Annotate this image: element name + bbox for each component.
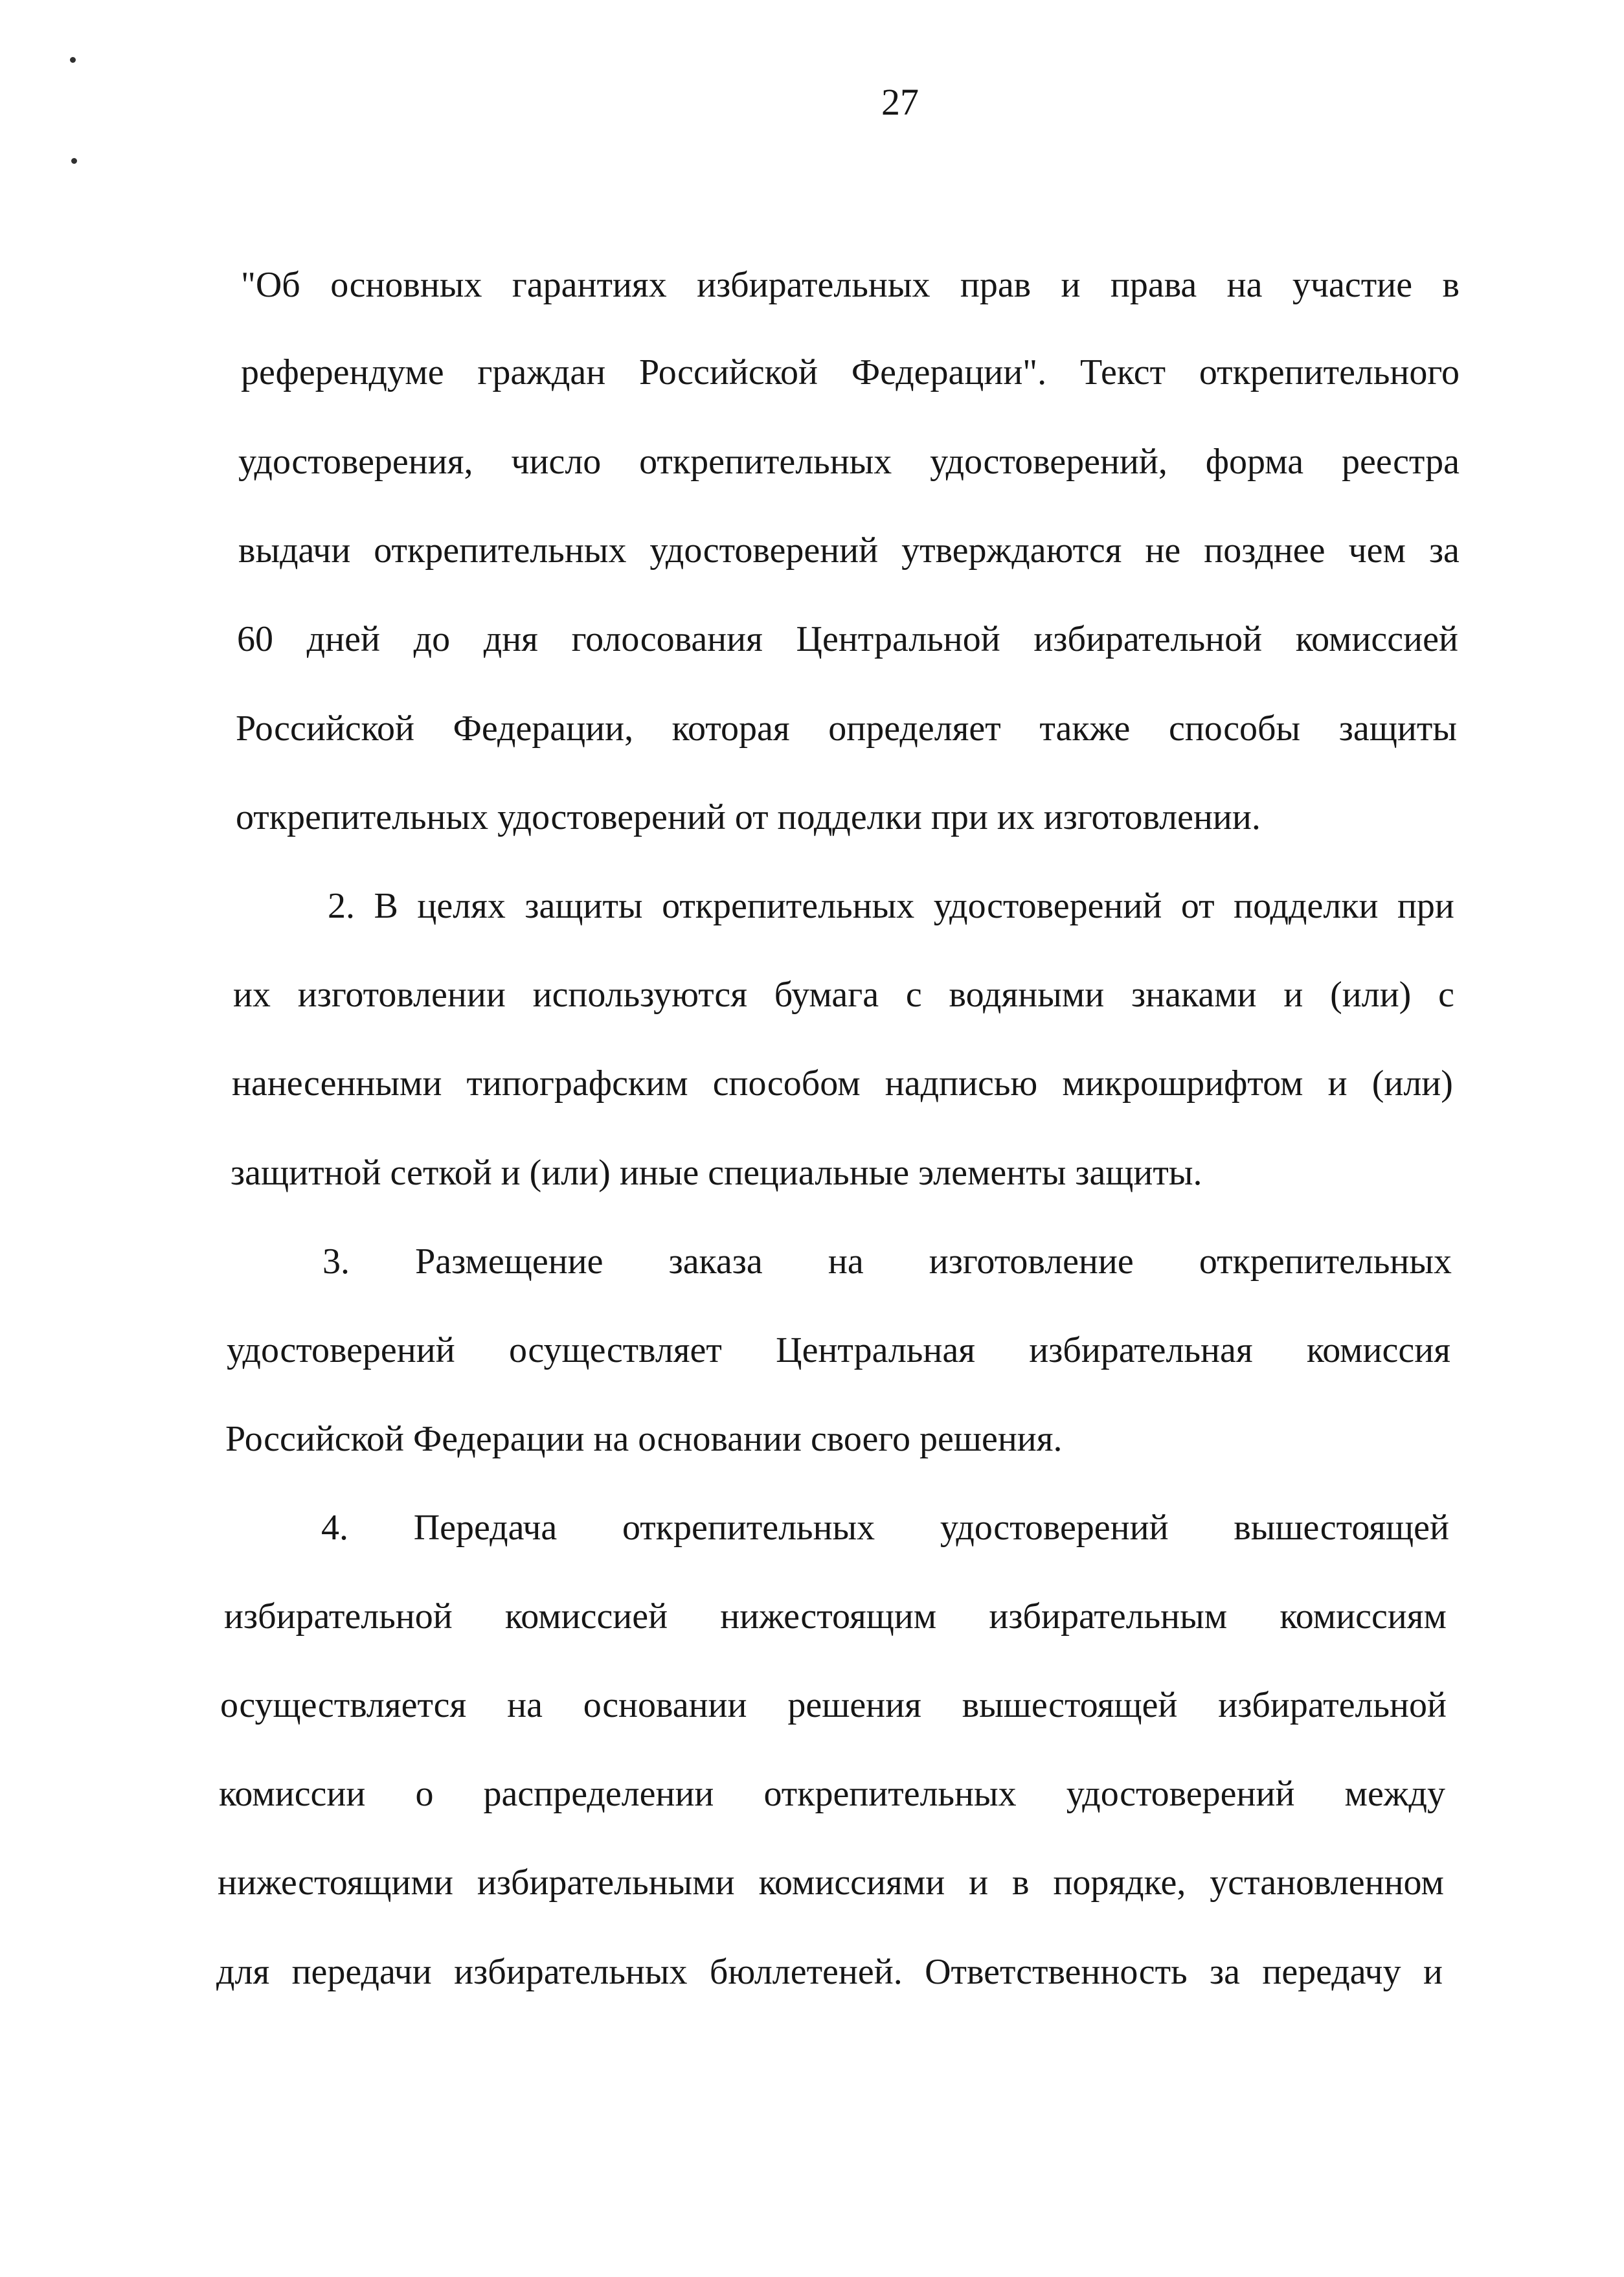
word: также <box>1039 708 1131 749</box>
text-line <box>216 1936 1443 2008</box>
word: целях <box>417 886 506 926</box>
word: Российской <box>639 352 818 392</box>
word: от <box>1180 886 1215 926</box>
text-line <box>219 1758 1445 1830</box>
word: число <box>511 442 602 482</box>
word: передачи <box>291 1952 432 1992</box>
word: заказа <box>668 1241 763 1282</box>
word: 2. <box>328 886 355 926</box>
word: основных <box>330 265 482 305</box>
word: избирательной <box>224 1596 453 1637</box>
word: открепительных <box>662 886 915 926</box>
text-line: защитной сеткой и (или) иные специальные элементы защиты. <box>231 1153 1202 1193</box>
word: Ответственность <box>925 1952 1188 1992</box>
word: нижестоящими <box>218 1863 453 1903</box>
word: комиссиями <box>758 1863 945 1903</box>
word: 60 <box>237 619 273 659</box>
word: позднее <box>1204 530 1325 571</box>
word: открепительных <box>622 1508 875 1548</box>
scan-artifact-dot <box>71 158 77 164</box>
word: бумага <box>774 975 879 1015</box>
word: реестра <box>1341 442 1460 482</box>
word: Передача <box>413 1508 558 1548</box>
text-line <box>236 693 1457 764</box>
word: открепительных <box>639 442 892 482</box>
word: между <box>1344 1774 1445 1814</box>
word: порядке, <box>1053 1863 1186 1903</box>
word: определяет <box>828 708 1001 749</box>
word: до <box>413 619 451 659</box>
word: надписью <box>885 1063 1038 1104</box>
word: на <box>1226 265 1263 305</box>
word: удостоверений <box>649 530 879 571</box>
word: бюллетеней. <box>709 1952 903 1992</box>
word: изготовление <box>929 1241 1134 1282</box>
word: за <box>1428 530 1460 571</box>
page-number: 27 <box>881 81 919 123</box>
word: референдуме <box>241 352 444 392</box>
word: защиты <box>524 886 643 926</box>
word: способы <box>1168 708 1301 749</box>
word: вышестоящей <box>1234 1508 1449 1548</box>
word: комиссией <box>1295 619 1458 659</box>
text-line <box>238 426 1460 497</box>
word: Центральной <box>796 619 1000 659</box>
text-line <box>232 1048 1453 1119</box>
word: граждан <box>477 352 606 392</box>
word: избирательная <box>1029 1330 1253 1370</box>
word: передачу <box>1262 1952 1401 1992</box>
word: открепительных <box>374 530 627 571</box>
word: микрошрифтом <box>1062 1063 1303 1104</box>
text-line: Российской Федерации на основании своего решения. <box>225 1419 1063 1459</box>
word: и <box>1283 975 1303 1015</box>
word: осуществляется <box>220 1685 467 1725</box>
word: комиссии <box>219 1774 366 1814</box>
word: типографским <box>466 1063 688 1104</box>
word: о <box>415 1774 434 1814</box>
word: удостоверений <box>933 886 1162 926</box>
word: открепительного <box>1199 352 1460 392</box>
word: Федерации". <box>851 352 1047 392</box>
word: которая <box>671 708 790 749</box>
word: и <box>969 1863 989 1903</box>
word: дней <box>306 619 380 659</box>
word: знаками <box>1131 975 1257 1015</box>
text-line <box>328 870 1454 942</box>
word: "Об <box>241 265 300 305</box>
word: на <box>507 1685 543 1725</box>
word: в <box>1012 1863 1030 1903</box>
word: установленном <box>1210 1863 1444 1903</box>
word: утверждаются <box>901 530 1122 571</box>
text-line <box>224 1581 1447 1652</box>
word: Текст <box>1079 352 1166 392</box>
word: (или) <box>1330 975 1412 1015</box>
word: дня <box>483 619 538 659</box>
text-line <box>237 604 1458 675</box>
word: удостоверений <box>227 1330 455 1370</box>
text-line: открепительных удостоверений от подделки при их изготовлении. <box>236 797 1261 837</box>
word: Центральная <box>776 1330 975 1370</box>
word: в <box>1442 265 1460 305</box>
word: не <box>1145 530 1181 571</box>
word: удостоверений, <box>930 442 1167 482</box>
word: защиты <box>1338 708 1457 749</box>
word: их <box>233 975 271 1015</box>
word: решения <box>787 1685 921 1725</box>
word: (или) <box>1371 1063 1453 1104</box>
word: В <box>374 886 398 926</box>
text-line <box>220 1670 1447 1741</box>
word: комиссиям <box>1280 1596 1447 1637</box>
word: Размещение <box>415 1241 603 1282</box>
word: избирательной <box>1033 619 1263 659</box>
word: используются <box>532 975 747 1015</box>
word: с <box>905 975 922 1015</box>
word: и <box>1327 1063 1348 1104</box>
word: избирательных <box>454 1952 688 1992</box>
word: открепительных <box>763 1774 1017 1814</box>
word: комиссия <box>1306 1330 1450 1370</box>
word: 4. <box>321 1508 348 1548</box>
word: за <box>1210 1952 1240 1992</box>
word: Федерации, <box>453 708 634 749</box>
text-line <box>321 1492 1449 1563</box>
word: для <box>216 1952 270 1992</box>
word: и <box>1423 1952 1443 1992</box>
word: участие <box>1292 265 1413 305</box>
word: форма <box>1205 442 1304 482</box>
word: избирательными <box>477 1863 735 1903</box>
text-line <box>233 959 1454 1030</box>
word: изготовлении <box>297 975 506 1015</box>
word: избирательных <box>697 265 930 305</box>
word: водяными <box>949 975 1105 1015</box>
text-line <box>322 1226 1452 1297</box>
word: прав <box>960 265 1032 305</box>
word: удостоверений <box>940 1508 1169 1548</box>
word: выдачи <box>238 530 351 571</box>
word: избирательной <box>1218 1685 1447 1725</box>
text-line <box>218 1847 1444 1918</box>
word: на <box>828 1241 864 1282</box>
word: осуществляет <box>508 1330 722 1370</box>
word: удостоверений <box>1066 1774 1295 1814</box>
word: распределении <box>483 1774 714 1814</box>
word: и <box>1061 265 1081 305</box>
word: способом <box>712 1063 861 1104</box>
text-line <box>241 337 1460 408</box>
word: гарантиях <box>512 265 667 305</box>
word: Российской <box>236 708 414 749</box>
word: при <box>1397 886 1454 926</box>
word: избирательным <box>989 1596 1228 1637</box>
word: удостоверения, <box>238 442 473 482</box>
word: голосования <box>571 619 763 659</box>
word: основании <box>583 1685 747 1725</box>
word: чем <box>1348 530 1406 571</box>
word: с <box>1438 975 1454 1015</box>
word: права <box>1110 265 1197 305</box>
word: подделки <box>1234 886 1379 926</box>
text-line <box>227 1315 1450 1386</box>
text-line <box>241 249 1460 321</box>
word: вышестоящей <box>962 1685 1178 1725</box>
word: 3. <box>322 1241 350 1282</box>
word: нижестоящим <box>720 1596 937 1637</box>
word: нанесенными <box>232 1063 442 1104</box>
word: открепительных <box>1199 1241 1452 1282</box>
scan-artifact-dot <box>70 57 76 63</box>
text-line <box>238 515 1460 586</box>
word: комиссией <box>504 1596 668 1637</box>
